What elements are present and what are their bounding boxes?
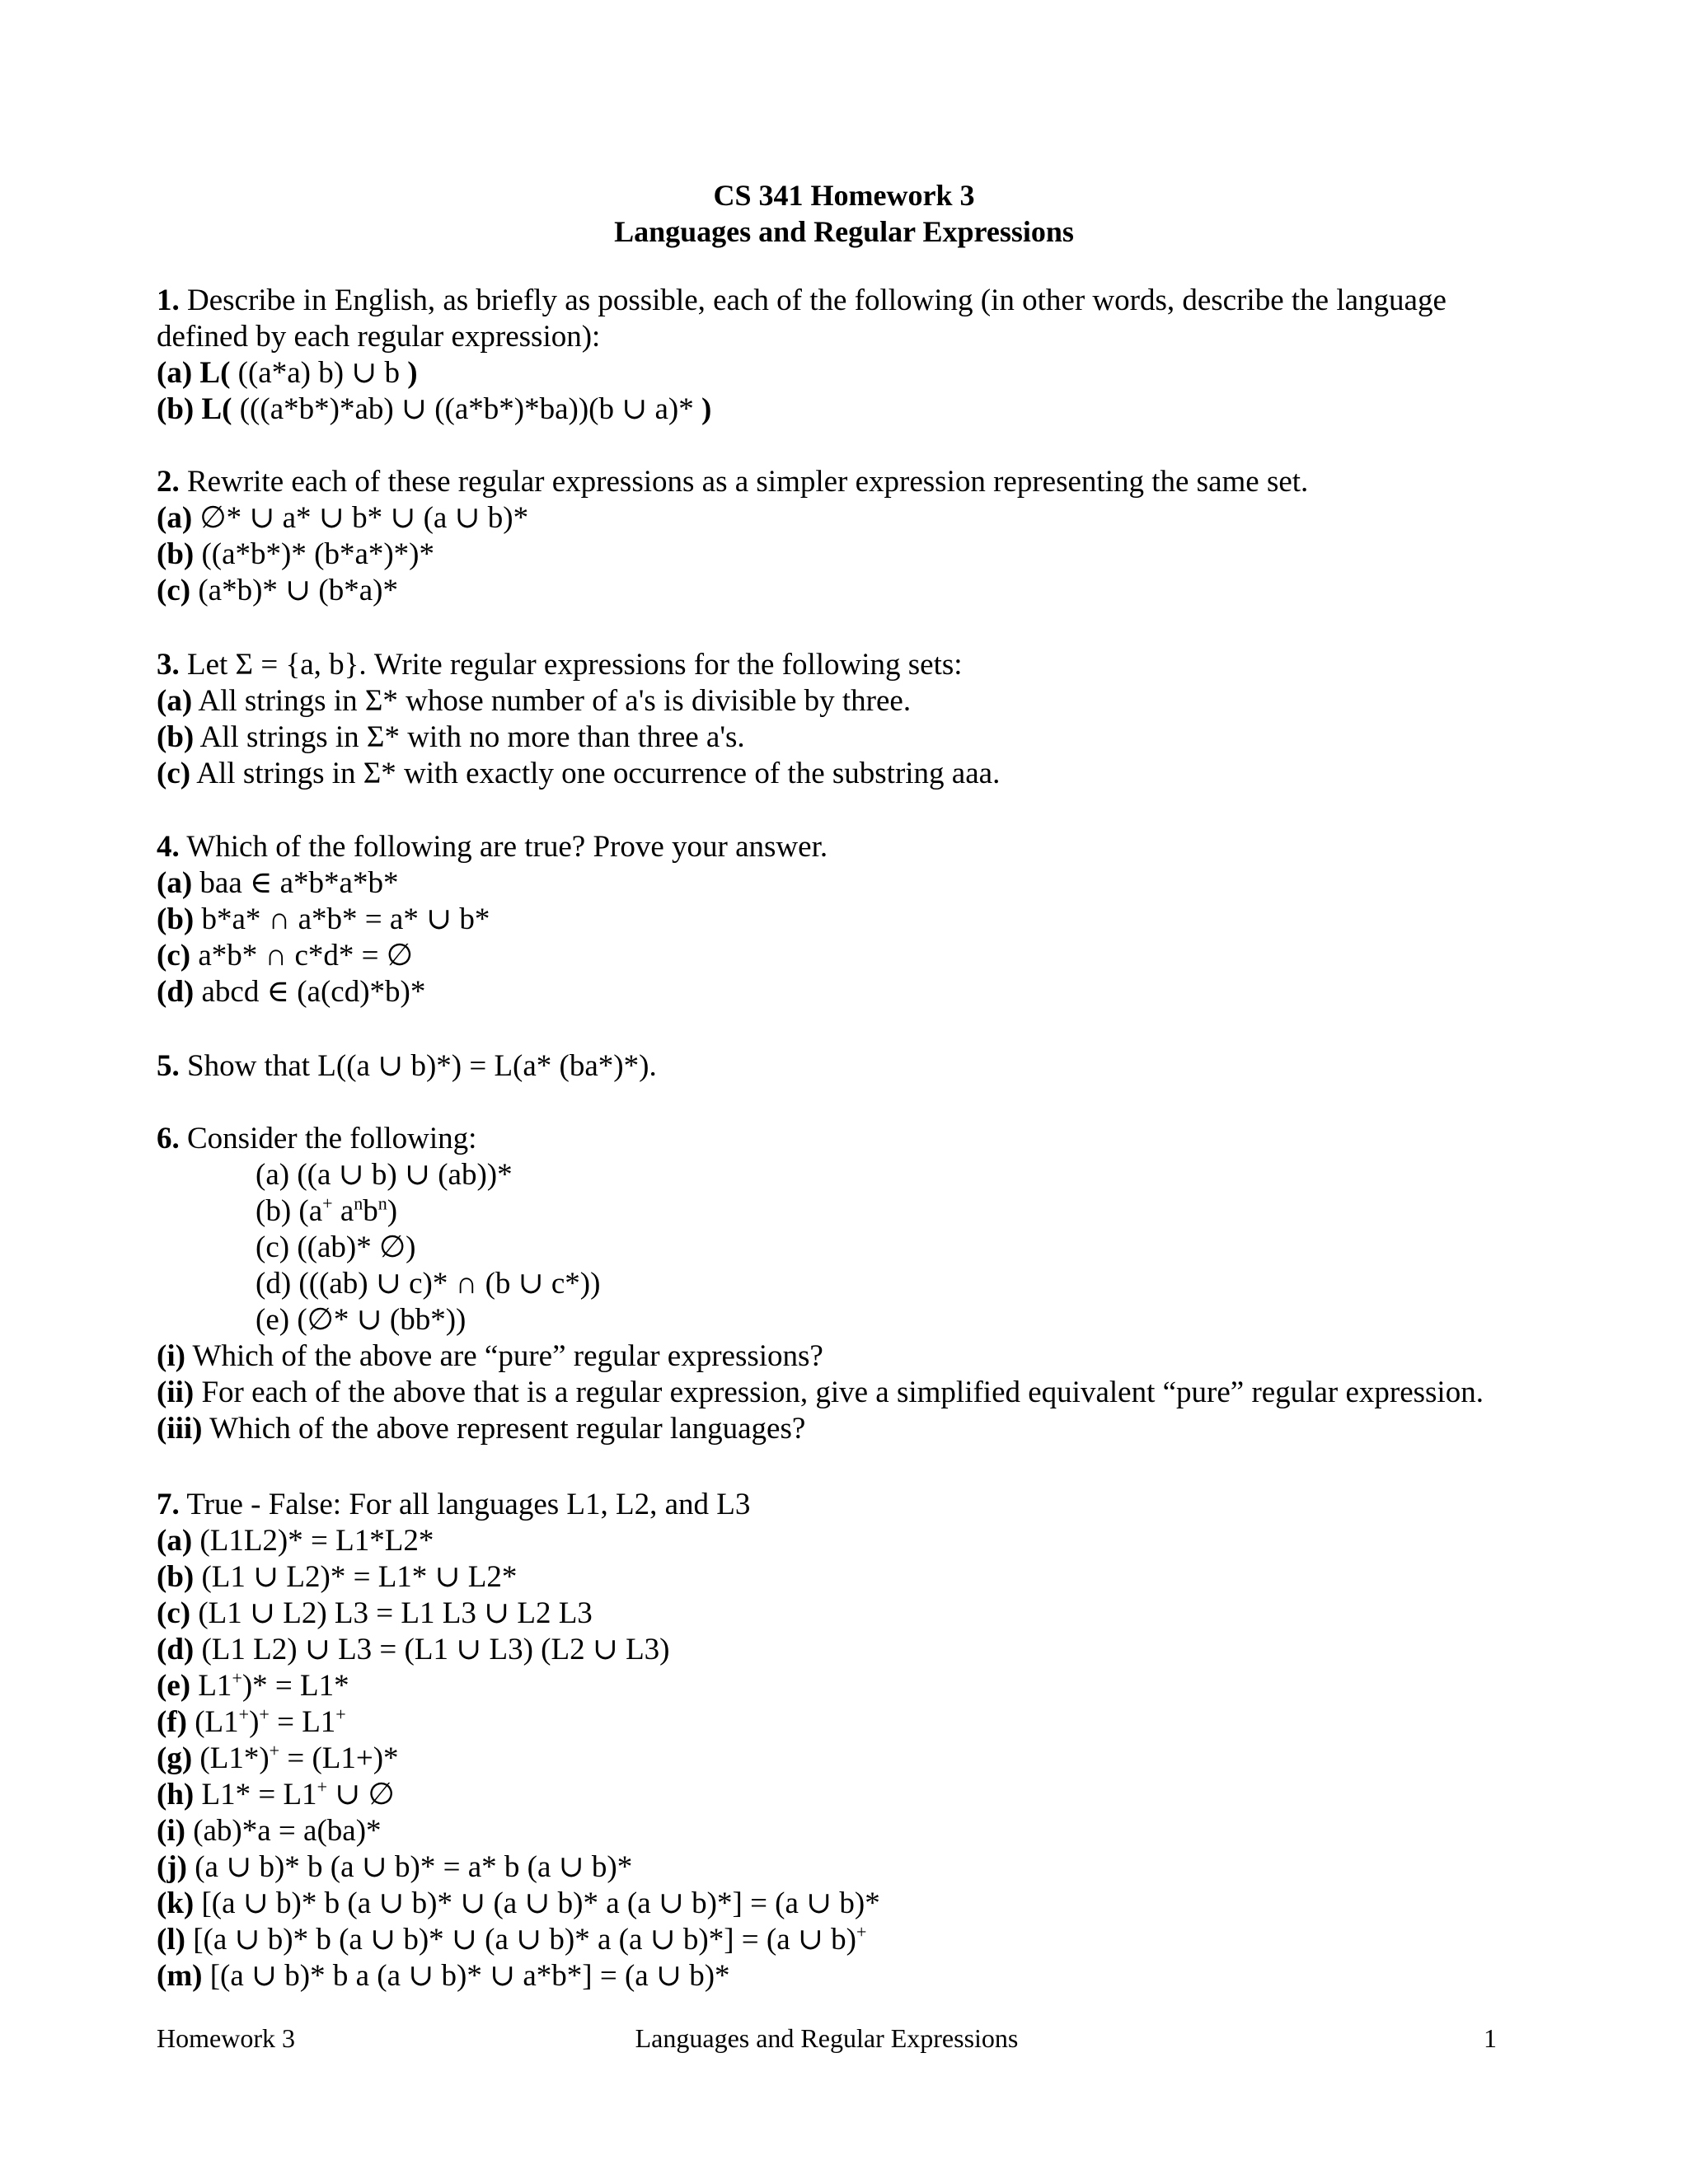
question-1 xyxy=(157,283,1558,428)
q7-item-b xyxy=(157,1559,1558,1596)
q7-g-text-1: (L1*) xyxy=(192,1741,270,1775)
q7-m-label: (m) xyxy=(157,1959,203,1993)
q7-i-text: (ab)*a = a(ba)* xyxy=(185,1814,382,1848)
q7-b-text: (L1 ∪ L2)* = L1* ∪ L2* xyxy=(194,1560,518,1594)
q3-b-text: All strings in Σ* with no more than three a's. xyxy=(194,720,745,754)
q7-e-text-1: L1 xyxy=(190,1669,232,1703)
q4-b-text: b*a* ∩ a*b* = a* ∪ b* xyxy=(194,902,490,936)
q7-l-text: [(a ∪ b)* b (a ∪ b)* ∪ (a ∪ b)* a (a ∪ b)*] = (a ∪ b) xyxy=(185,1923,856,1957)
q3-a-text: All strings in Σ* whose number of a's is divisible by three. xyxy=(192,684,912,718)
q7-f-sup-1: + xyxy=(238,1704,250,1725)
q6-expr-d: (d) (((ab) ∪ c)* ∩ (b ∪ c*)) xyxy=(256,1267,601,1301)
q1-a-label: (a) L( xyxy=(157,356,231,390)
q7-f-sup-3: + xyxy=(335,1704,346,1725)
q7-i-label: (i) xyxy=(157,1814,185,1848)
q7-item-a xyxy=(157,1523,1558,1559)
q1-a-text: ((a*a) b) ∪ b xyxy=(230,356,408,390)
q7-item-k xyxy=(157,1886,1558,1922)
q2-b-text: ((a*b*)* (b*a*)*)* xyxy=(194,537,435,571)
q2-a-text: ∅* ∪ a* ∪ b* ∪ (a ∪ b)* xyxy=(192,501,529,535)
q1-item-a xyxy=(157,355,1558,391)
q3-item-b xyxy=(157,719,1558,756)
q1-b-text: (((a*b*)*ab) ∪ ((a*b*)*ba))(b ∪ a)* xyxy=(232,392,701,426)
q1-item-b xyxy=(157,391,1558,428)
q6-expr-c: (c) ((ab)* ∅) xyxy=(256,1230,416,1264)
q7-item-e xyxy=(157,1668,1558,1704)
q6-b-sup-plus: + xyxy=(322,1193,333,1214)
q7-h-sup: + xyxy=(316,1776,327,1797)
q3-b-label: (b) xyxy=(157,720,195,754)
q6-iii-text: Which of the above represent regular languages? xyxy=(202,1412,806,1446)
q7-m-text: [(a ∪ b)* b a (a ∪ b)* ∪ a*b*] = (a ∪ b)* xyxy=(202,1959,730,1993)
q7-h-text-1: L1* = L1 xyxy=(194,1778,317,1811)
q4-c-text: a*b* ∩ c*d* = ∅ xyxy=(190,939,413,972)
q7-item-h xyxy=(157,1777,1558,1813)
q6-b-sup-n2: n xyxy=(377,1193,387,1214)
q6-b-sup-n1: n xyxy=(354,1193,363,1214)
q2-c-label: (c) xyxy=(157,574,191,607)
q7-g-sup: + xyxy=(269,1740,280,1761)
q7-e-label: (e) xyxy=(157,1669,191,1703)
q4-item-a xyxy=(157,865,1558,902)
q7-a-text: (L1L2)* = L1*L2* xyxy=(192,1524,434,1558)
title-line-2: Languages and Regular Expressions xyxy=(614,215,1074,248)
q3-c-label: (c) xyxy=(157,757,191,790)
q4-intro xyxy=(157,829,1558,865)
q7-item-d xyxy=(157,1632,1558,1668)
q7-d-text: (L1 L2) ∪ L3 = (L1 ∪ L3) (L2 ∪ L3) xyxy=(194,1633,670,1666)
q3-number: 3. xyxy=(157,648,180,682)
q7-c-text: (L1 ∪ L2) L3 = L1 L3 ∪ L2 L3 xyxy=(190,1596,593,1630)
q6-i-label: (i) xyxy=(157,1339,185,1373)
q1-b-close: ) xyxy=(701,392,712,426)
q3-intro xyxy=(157,647,1558,683)
question-3 xyxy=(157,647,1558,792)
q7-d-label: (d) xyxy=(157,1633,195,1666)
q2-item-b xyxy=(157,537,1558,573)
q6-intro-text: Consider the following: xyxy=(179,1122,477,1155)
q7-item-m xyxy=(157,1958,1558,1994)
q6-part-ii xyxy=(157,1375,1558,1411)
question-7 xyxy=(157,1487,1558,1994)
q5-line xyxy=(157,1048,1558,1085)
q6-part-iii xyxy=(157,1411,1558,1447)
question-5 xyxy=(157,1048,1558,1085)
q6-expr-b xyxy=(157,1193,1558,1230)
q6-i-text: Which of the above are “pure” regular expressions? xyxy=(185,1339,823,1373)
q7-g-text-2: = (L1+)* xyxy=(279,1741,399,1775)
question-6 xyxy=(157,1121,1558,1447)
q7-e-sup: + xyxy=(232,1667,242,1689)
q7-number: 7. xyxy=(157,1488,180,1521)
q1-b-label: (b) L( xyxy=(157,392,232,426)
q5-text: Show that L((a ∪ b)*) = L(a* (ba*)*). xyxy=(179,1049,657,1083)
q4-d-text: abcd ∈ (a(cd)*b)* xyxy=(194,975,426,1009)
q6-b-mid: a xyxy=(332,1194,354,1228)
q6-iii-label: (iii) xyxy=(157,1412,203,1446)
q3-a-label: (a) xyxy=(157,684,193,718)
q7-f-label: (f) xyxy=(157,1705,187,1739)
q7-l-sup: + xyxy=(856,1921,867,1943)
q4-number: 4. xyxy=(157,830,180,864)
q7-f-text-1: (L1 xyxy=(186,1705,239,1739)
q7-j-label: (j) xyxy=(157,1850,187,1884)
q3-intro-text: Let Σ = {a, b}. Write regular expressions for the following sets: xyxy=(179,648,963,682)
q2-item-a xyxy=(157,500,1558,537)
q2-intro-text: Rewrite each of these regular expressions as a simpler expression representing the same set. xyxy=(179,465,1309,499)
q2-c-text: (a*b)* ∪ (b*a)* xyxy=(190,574,398,607)
q6-ii-label: (ii) xyxy=(157,1376,195,1409)
q6-number: 6. xyxy=(157,1122,180,1155)
q6-expr-e: (e) (∅* ∪ (bb*)) xyxy=(256,1303,467,1337)
q7-item-l xyxy=(157,1922,1558,1958)
q3-c-text: All strings in Σ* with exactly one occurrence of the substring aaa. xyxy=(190,757,1001,790)
q6-expr-a: (a) ((a ∪ b) ∪ (ab))* xyxy=(256,1158,513,1192)
q7-item-i xyxy=(157,1813,1558,1849)
q1-intro-text-1: Describe in English, as briefly as possible, each of the following (in other words, describe the language xyxy=(179,284,1447,317)
q6-b-post: ) xyxy=(387,1194,398,1228)
footer-center: Languages and Regular Expressions xyxy=(635,2023,1019,2053)
question-4 xyxy=(157,829,1558,1010)
q7-h-text-2: ∪ ∅ xyxy=(326,1778,395,1811)
q1-number: 1. xyxy=(157,284,180,317)
q1-intro-line-2: defined by each regular expression): xyxy=(157,320,601,354)
q2-item-c xyxy=(157,573,1558,609)
q7-f-text-2: ) xyxy=(249,1705,260,1739)
q4-a-text: baa ∈ a*b*a*b* xyxy=(192,866,399,900)
q7-h-label: (h) xyxy=(157,1778,195,1811)
footer-left: Homework 3 xyxy=(157,2023,295,2053)
q7-j-text: (a ∪ b)* b (a ∪ b)* = a* b (a ∪ b)* xyxy=(186,1850,633,1884)
q7-c-label: (c) xyxy=(157,1596,191,1630)
q2-intro xyxy=(157,464,1558,500)
q7-k-text: [(a ∪ b)* b (a ∪ b)* ∪ (a ∪ b)* a (a ∪ b)*] = (a ∪ b)* xyxy=(194,1886,880,1920)
q7-a-label: (a) xyxy=(157,1524,193,1558)
q7-item-g xyxy=(157,1741,1558,1777)
q4-a-label: (a) xyxy=(157,866,193,900)
q2-b-label: (b) xyxy=(157,537,195,571)
question-2 xyxy=(157,464,1558,609)
q7-item-f xyxy=(157,1704,1558,1741)
title-line-1: CS 341 Homework 3 xyxy=(713,179,975,212)
q2-number: 2. xyxy=(157,465,180,499)
q7-intro-text: True - False: For all languages L1, L2, and L3 xyxy=(179,1488,751,1521)
q7-f-sup-2: + xyxy=(259,1704,270,1725)
q7-item-j xyxy=(157,1849,1558,1886)
q4-item-b xyxy=(157,902,1558,938)
q3-item-a xyxy=(157,683,1558,719)
q6-intro xyxy=(157,1121,1558,1157)
q6-part-i xyxy=(157,1338,1558,1375)
q7-item-c xyxy=(157,1596,1558,1632)
footer-page-number: 1 xyxy=(1484,2023,1497,2053)
q7-k-label: (k) xyxy=(157,1886,195,1920)
q1-a-close: ) xyxy=(407,356,418,390)
q7-l-label: (l) xyxy=(157,1923,185,1957)
q2-a-label: (a) xyxy=(157,501,193,535)
q7-e-text-2: )* = L1* xyxy=(241,1669,349,1703)
q6-b-pre: (b) (a xyxy=(256,1194,323,1228)
q6-b-mid2: b xyxy=(363,1194,378,1228)
q1-intro-line-1 xyxy=(157,283,1558,319)
q4-item-c xyxy=(157,938,1558,974)
q7-g-label: (g) xyxy=(157,1741,193,1775)
q6-ii-text: For each of the above that is a regular expression, give a simplified equivalent “pure” regular expression. xyxy=(194,1376,1484,1409)
q4-intro-text: Which of the following are true? Prove your answer. xyxy=(179,830,828,864)
q4-b-label: (b) xyxy=(157,902,195,936)
q3-item-c xyxy=(157,756,1558,792)
document-title xyxy=(0,177,1688,250)
q5-number: 5. xyxy=(157,1049,180,1083)
q4-d-label: (d) xyxy=(157,975,195,1009)
q4-c-label: (c) xyxy=(157,939,191,972)
q4-item-d xyxy=(157,974,1558,1010)
q7-b-label: (b) xyxy=(157,1560,195,1594)
q7-f-text-3: = L1 xyxy=(269,1705,336,1739)
q7-intro xyxy=(157,1487,1558,1523)
